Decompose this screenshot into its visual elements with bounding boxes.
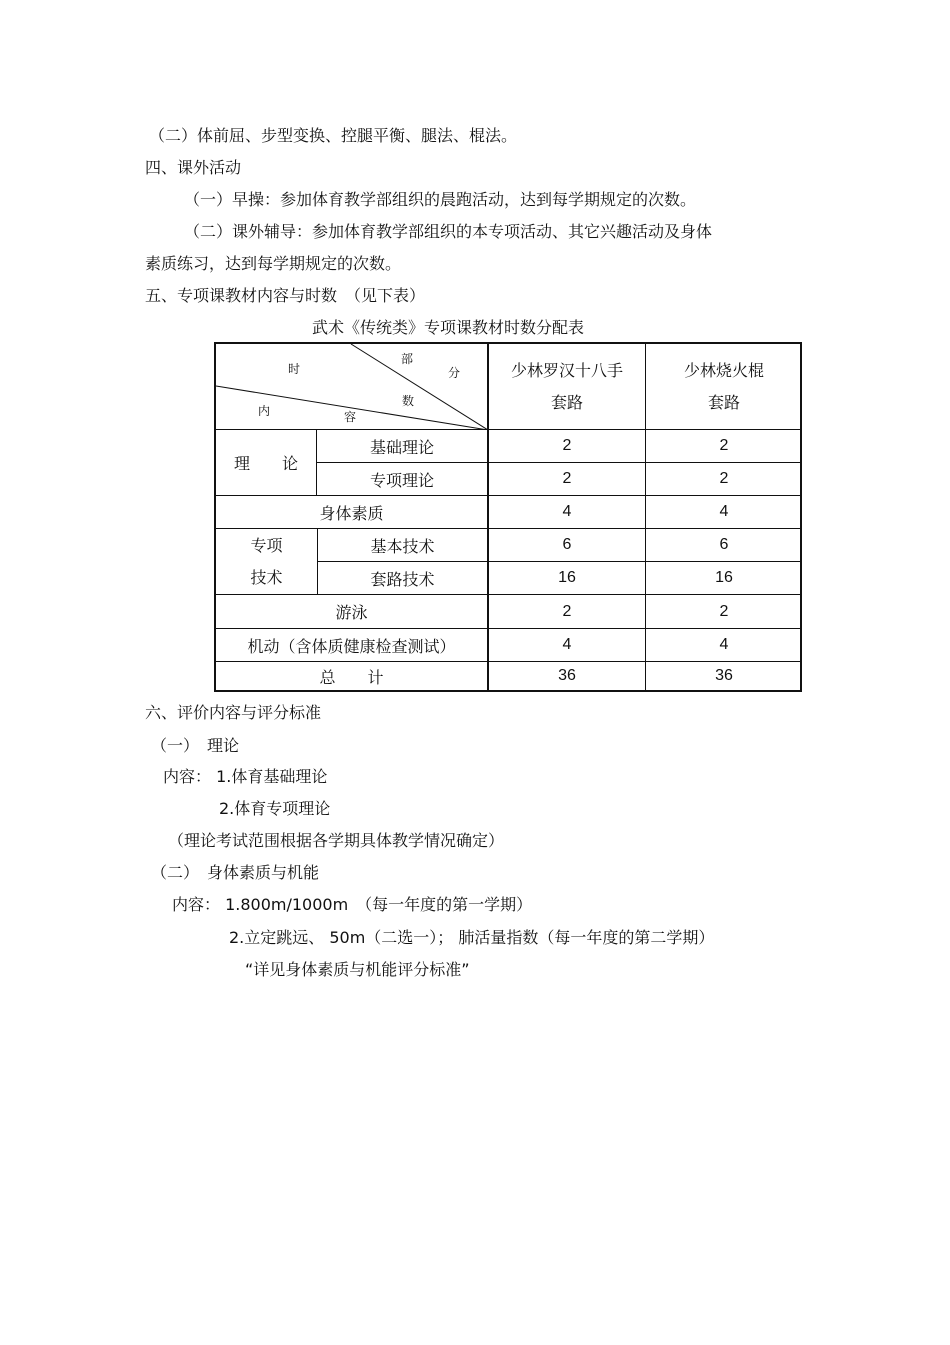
cell-value: 6 [562,536,572,553]
diagonal-label-shi: 时 [288,362,301,376]
group-label-skills [216,529,317,594]
cell-value: 2 [719,470,729,487]
row-label: 专项理论 [369,470,434,490]
text-line: 素质练习，达到每学期规定的次数。 [145,254,402,273]
diagonal-label-shu: 数 [402,394,415,408]
text-line: 内容： 1.800m/1000m （每一年度的第一学期） [172,895,533,914]
section-heading: 四、课外活动 [145,158,242,177]
text-line: （二）体前屈、步型变换、控腿平衡、腿法、棍法。 [149,126,518,145]
cell-value: 4 [719,636,729,653]
section-heading: 六、评价内容与评分标准 [145,703,322,722]
column-header-line: 套路 [550,392,583,412]
hours-table [214,342,802,692]
diagonal-label-bu: 部 [401,352,414,366]
cell-value-total: 36 [558,667,576,684]
cell-value: 2 [562,437,572,454]
cell-value: 4 [562,636,572,653]
cell-value: 2 [719,602,729,620]
column-header-luohan [489,344,645,429]
subsection-heading: （一） 理论 [151,736,240,755]
table-caption: 武术《传统类》专项课教材时数分配表 [312,318,585,337]
column-header-line: 少林罗汉十八手 [510,360,623,380]
row-label: 身体素质 [319,503,384,523]
text-line: （二）课外辅导：参加体育教学部组织的本专项活动、其它兴趣活动及身体 [184,222,713,241]
row-label: 游泳 [335,603,368,622]
column-header-line: 套路 [707,392,740,412]
cell-value: 4 [719,503,729,520]
group-label-line: 技术 [250,567,283,587]
row-label: 套路技术 [370,569,435,589]
diagonal-label-nei: 内 [258,404,271,418]
section-heading: 五、专项课教材内容与时数 （见下表） [145,286,426,305]
text-line: “详见身体素质与机能评分标准” [245,960,470,979]
diagonal-label-rong: 容 [344,410,357,424]
group-label-theory: 理 论 [233,454,298,473]
cell-value: 2 [562,602,572,620]
text-line: 2.体育专项理论 [219,799,331,818]
column-header-shaohuogun [646,344,802,429]
row-label-total: 总 计 [319,667,384,687]
text-line: 内容： 1.体育基础理论 [163,767,328,786]
column-header-line: 少林烧火棍 [683,360,764,380]
cell-value: 6 [719,536,729,553]
cell-value: 4 [562,503,572,520]
group-label-line: 专项 [250,535,283,555]
subsection-heading: （二） 身体素质与机能 [151,863,320,882]
cell-value-total: 36 [715,667,733,684]
cell-value: 2 [562,470,572,487]
text-line: （理论考试范围根据各学期具体教学情况确定） [168,831,505,850]
text-line: （一）早操：参加体育教学部组织的晨跑活动，达到每学期规定的次数。 [184,190,697,209]
cell-value: 2 [719,437,729,454]
cell-value: 16 [558,569,576,586]
text-line: 2.立定跳远、 50m（二选一）； 肺活量指数（每一年度的第二学期） [229,928,715,947]
cell-value: 16 [715,569,733,586]
row-label: 基础理论 [369,437,434,457]
diagonal-label-fen: 分 [448,366,461,380]
row-label: 机动（含体质健康检查测试） [247,636,456,656]
row-label: 基本技术 [370,536,435,556]
